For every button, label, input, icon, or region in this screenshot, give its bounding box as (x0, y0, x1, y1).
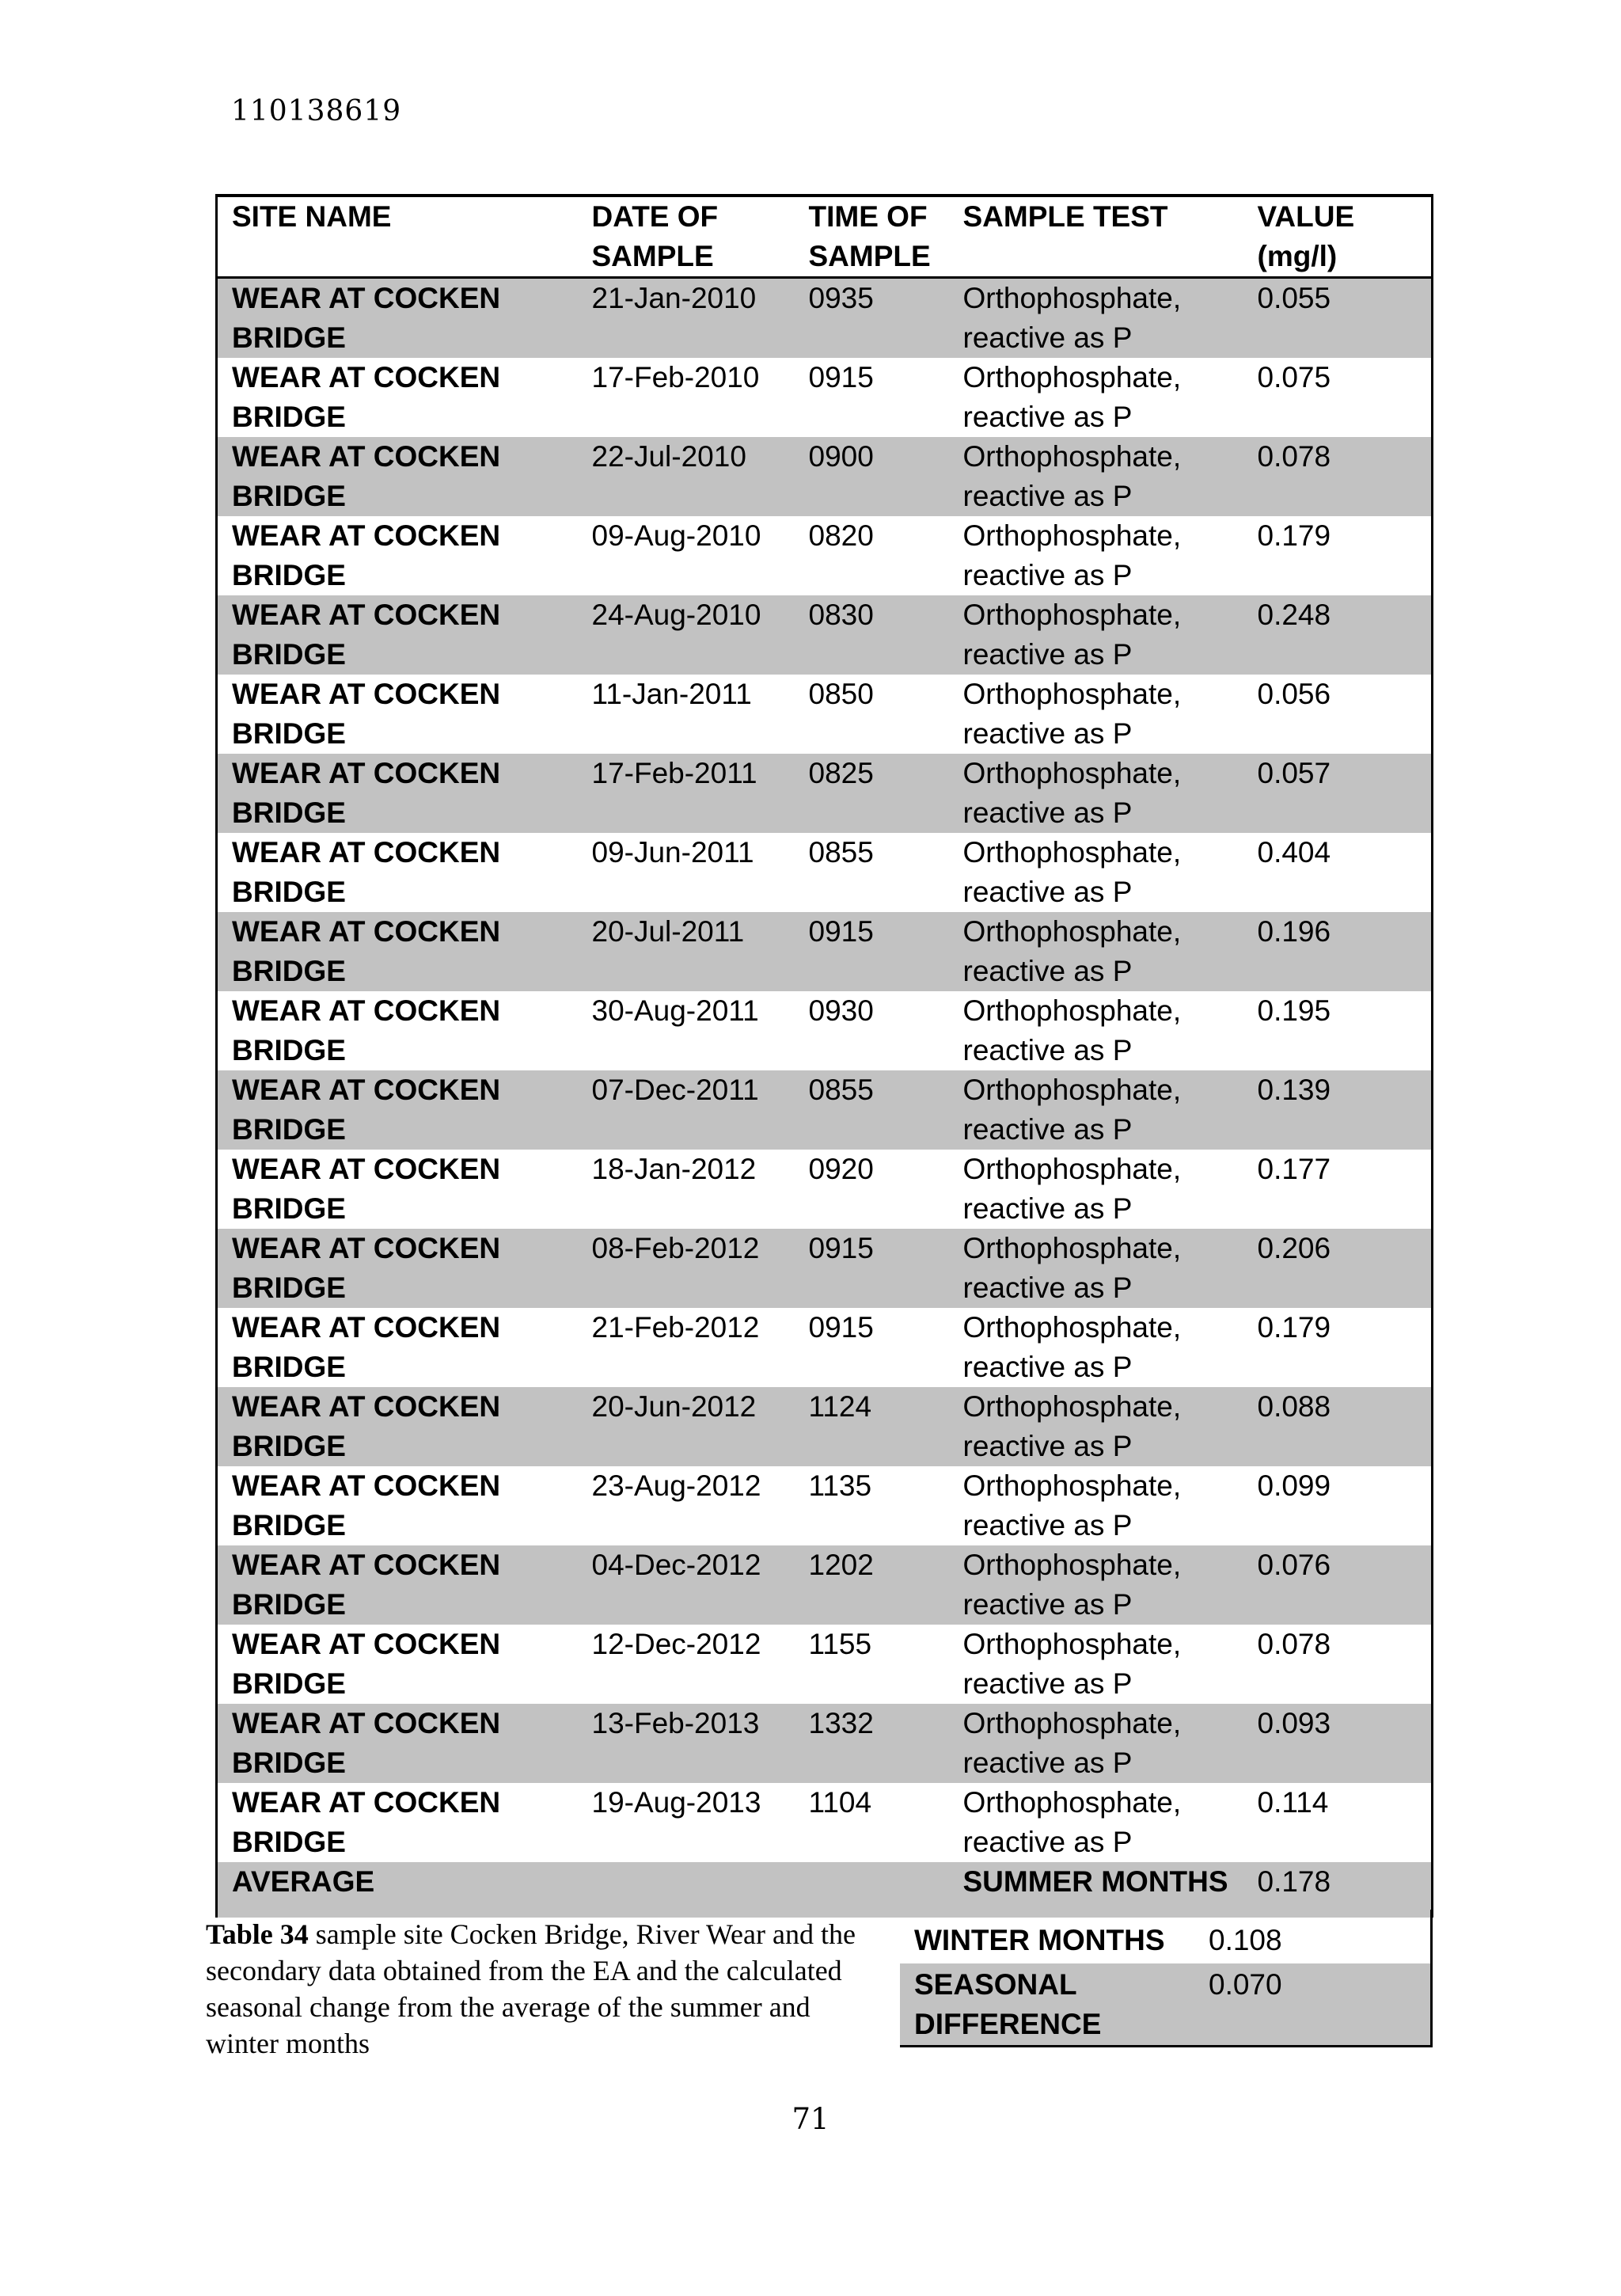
winter-months-label: WINTER MONTHS (914, 1924, 1165, 1956)
table-row (217, 1387, 1433, 1466)
table-row (217, 1308, 1433, 1387)
value-cell: 0.056 (1243, 675, 1433, 754)
table-caption (206, 1916, 871, 2062)
table-row (217, 1783, 1433, 1862)
summer-months-value: 0.178 (1243, 1862, 1433, 1918)
value-cell: 0.078 (1243, 1625, 1433, 1704)
date-cell: 19-Aug-2013 (591, 1786, 761, 1819)
summer-months-label: SUMMER MONTHS (949, 1862, 1243, 1918)
time-cell: 1124 (808, 1390, 872, 1423)
site-name-cell: WEAR AT COCKEN BRIDGE (217, 358, 578, 437)
date-cell: 21-Feb-2012 (591, 1311, 760, 1344)
table-row (217, 675, 1433, 754)
sample-table (215, 194, 1433, 1918)
date-cell: 09-Jun-2011 (591, 836, 754, 869)
sample-test-cell: Orthophosphate, reactive as P (962, 836, 1182, 908)
table-body (217, 278, 1433, 1918)
site-name-cell: WEAR AT COCKEN BRIDGE (217, 991, 578, 1070)
winter-months-row (900, 1910, 1431, 1963)
date-cell: 17-Feb-2010 (591, 361, 760, 393)
site-name-cell: WEAR AT COCKEN BRIDGE (217, 833, 578, 912)
time-cell: 0855 (808, 836, 874, 869)
value-cell: 0.093 (1243, 1704, 1433, 1783)
sample-test-cell: Orthophosphate, reactive as P (962, 1469, 1182, 1541)
table-header-row (217, 196, 1433, 278)
sample-test-cell: Orthophosphate, reactive as P (962, 1786, 1182, 1858)
sample-test-cell: Orthophosphate, reactive as P (962, 1707, 1182, 1779)
date-cell: 20-Jul-2011 (591, 915, 745, 948)
value-cell: 0.195 (1243, 991, 1433, 1070)
col-header-test: SAMPLE TEST (962, 200, 1168, 233)
sample-test-cell: Orthophosphate, reactive as P (962, 1628, 1182, 1700)
table-row (217, 1229, 1433, 1308)
table-row (217, 516, 1433, 595)
date-cell: 24-Aug-2010 (591, 599, 761, 631)
table-row (217, 1150, 1433, 1229)
value-cell: 0.114 (1243, 1783, 1433, 1862)
sample-test-cell: Orthophosphate, reactive as P (962, 1153, 1182, 1225)
sample-test-cell: Orthophosphate, reactive as P (962, 1390, 1182, 1462)
sample-test-cell: Orthophosphate, reactive as P (962, 994, 1182, 1066)
time-cell: 1135 (808, 1469, 872, 1502)
table-row (217, 1625, 1433, 1704)
col-header-value: VALUE (mg/l) (1243, 196, 1433, 278)
value-cell: 0.196 (1243, 912, 1433, 991)
time-cell: 0935 (808, 282, 874, 314)
col-header-date: DATE OF SAMPLE (591, 200, 719, 272)
seasonal-difference-row (900, 1963, 1431, 2046)
table-row (217, 278, 1433, 359)
table-row (217, 991, 1433, 1070)
site-name-cell: WEAR AT COCKEN BRIDGE (217, 1625, 578, 1704)
site-name-cell: WEAR AT COCKEN BRIDGE (217, 1387, 578, 1466)
average-label: AVERAGE (217, 1862, 578, 1918)
sample-test-cell: Orthophosphate, reactive as P (962, 1311, 1182, 1383)
time-cell: 1332 (808, 1707, 874, 1739)
time-cell: 1104 (808, 1786, 872, 1819)
value-cell: 0.057 (1243, 754, 1433, 833)
value-cell: 0.248 (1243, 595, 1433, 675)
sample-test-cell: Orthophosphate, reactive as P (962, 440, 1182, 512)
site-name-cell: WEAR AT COCKEN BRIDGE (217, 675, 578, 754)
value-cell: 0.179 (1243, 516, 1433, 595)
site-name-cell: WEAR AT COCKEN BRIDGE (217, 278, 578, 359)
seasonal-difference-value: 0.070 (1194, 1963, 1431, 2046)
site-name-cell: WEAR AT COCKEN BRIDGE (217, 754, 578, 833)
col-header-site: SITE NAME (217, 196, 578, 278)
date-cell: 21-Jan-2010 (591, 282, 757, 314)
value-cell: 0.076 (1243, 1545, 1433, 1625)
date-cell: 17-Feb-2011 (591, 757, 757, 789)
page-number: 71 (792, 2102, 829, 2136)
seasonal-summary-table (900, 1910, 1433, 2047)
time-cell: 0830 (808, 599, 874, 631)
site-name-cell: WEAR AT COCKEN BRIDGE (217, 516, 578, 595)
date-cell: 18-Jan-2012 (591, 1153, 757, 1185)
time-cell: 1202 (808, 1549, 874, 1581)
time-cell: 0915 (808, 1311, 874, 1344)
table-row (217, 595, 1433, 675)
date-cell: 30-Aug-2011 (591, 994, 759, 1027)
date-cell: 22-Jul-2010 (591, 440, 746, 473)
value-cell: 0.055 (1243, 278, 1433, 359)
seasonal-difference-label: SEASONAL DIFFERENCE (914, 1968, 1102, 2040)
site-name-cell: WEAR AT COCKEN BRIDGE (217, 1545, 578, 1625)
sample-test-cell: Orthophosphate, reactive as P (962, 678, 1182, 750)
winter-months-value: 0.108 (1194, 1910, 1431, 1963)
date-cell: 09-Aug-2010 (591, 519, 761, 552)
time-cell: 0930 (808, 994, 874, 1027)
sample-test-cell: Orthophosphate, reactive as P (962, 361, 1182, 433)
value-cell: 0.177 (1243, 1150, 1433, 1229)
value-cell: 0.179 (1243, 1308, 1433, 1387)
time-cell: 0920 (808, 1153, 874, 1185)
table-row (217, 754, 1433, 833)
date-cell: 13-Feb-2013 (591, 1707, 760, 1739)
site-name-cell: WEAR AT COCKEN BRIDGE (217, 1704, 578, 1783)
caption-text: sample site Cocken Bridge, River Wear and the secondary data obtained from the EA and the calculated seasonal change from the average of the summer and winter months (206, 1918, 856, 2059)
site-name-cell: WEAR AT COCKEN BRIDGE (217, 1308, 578, 1387)
average-empty-date (578, 1862, 795, 1918)
sample-test-cell: Orthophosphate, reactive as P (962, 1549, 1182, 1621)
date-cell: 11-Jan-2011 (591, 678, 752, 710)
sample-test-cell: Orthophosphate, reactive as P (962, 757, 1182, 829)
time-cell: 0900 (808, 440, 874, 473)
site-name-cell: WEAR AT COCKEN BRIDGE (217, 1783, 578, 1862)
time-cell: 1155 (808, 1628, 872, 1660)
date-cell: 08-Feb-2012 (591, 1232, 760, 1264)
site-name-cell: WEAR AT COCKEN BRIDGE (217, 595, 578, 675)
sample-test-cell: Orthophosphate, reactive as P (962, 282, 1182, 354)
table-row (217, 833, 1433, 912)
date-cell: 23-Aug-2012 (591, 1469, 761, 1502)
table-row (217, 1466, 1433, 1545)
table-row (217, 358, 1433, 437)
caption-label: Table 34 (206, 1918, 309, 1950)
col-header-time: TIME OF SAMPLE (808, 200, 931, 272)
date-cell: 12-Dec-2012 (591, 1628, 761, 1660)
value-cell: 0.404 (1243, 833, 1433, 912)
value-cell: 0.099 (1243, 1466, 1433, 1545)
site-name-cell: WEAR AT COCKEN BRIDGE (217, 1070, 578, 1150)
sample-test-cell: Orthophosphate, reactive as P (962, 915, 1182, 987)
time-cell: 0915 (808, 361, 874, 393)
table-row (217, 437, 1433, 516)
document-id: 110138619 (231, 95, 402, 127)
time-cell: 0825 (808, 757, 874, 789)
time-cell: 0820 (808, 519, 874, 552)
site-name-cell: WEAR AT COCKEN BRIDGE (217, 912, 578, 991)
date-cell: 04-Dec-2012 (591, 1549, 761, 1581)
time-cell: 0915 (808, 915, 874, 948)
time-cell: 0855 (808, 1074, 874, 1106)
time-cell: 0915 (808, 1232, 874, 1264)
site-name-cell: WEAR AT COCKEN BRIDGE (217, 1466, 578, 1545)
table-row (217, 1704, 1433, 1783)
table-row (217, 1070, 1433, 1150)
table-row (217, 1545, 1433, 1625)
value-cell: 0.206 (1243, 1229, 1433, 1308)
table-row (217, 912, 1433, 991)
sample-test-cell: Orthophosphate, reactive as P (962, 1074, 1182, 1146)
date-cell: 07-Dec-2011 (591, 1074, 759, 1106)
site-name-cell: WEAR AT COCKEN BRIDGE (217, 1229, 578, 1308)
site-name-cell: WEAR AT COCKEN BRIDGE (217, 1150, 578, 1229)
date-cell: 20-Jun-2012 (591, 1390, 757, 1423)
site-name-cell: WEAR AT COCKEN BRIDGE (217, 437, 578, 516)
value-cell: 0.088 (1243, 1387, 1433, 1466)
value-cell: 0.078 (1243, 437, 1433, 516)
sample-test-cell: Orthophosphate, reactive as P (962, 599, 1182, 671)
value-cell: 0.139 (1243, 1070, 1433, 1150)
time-cell: 0850 (808, 678, 874, 710)
value-cell: 0.075 (1243, 358, 1433, 437)
sample-test-cell: Orthophosphate, reactive as P (962, 1232, 1182, 1304)
sample-test-cell: Orthophosphate, reactive as P (962, 519, 1182, 591)
